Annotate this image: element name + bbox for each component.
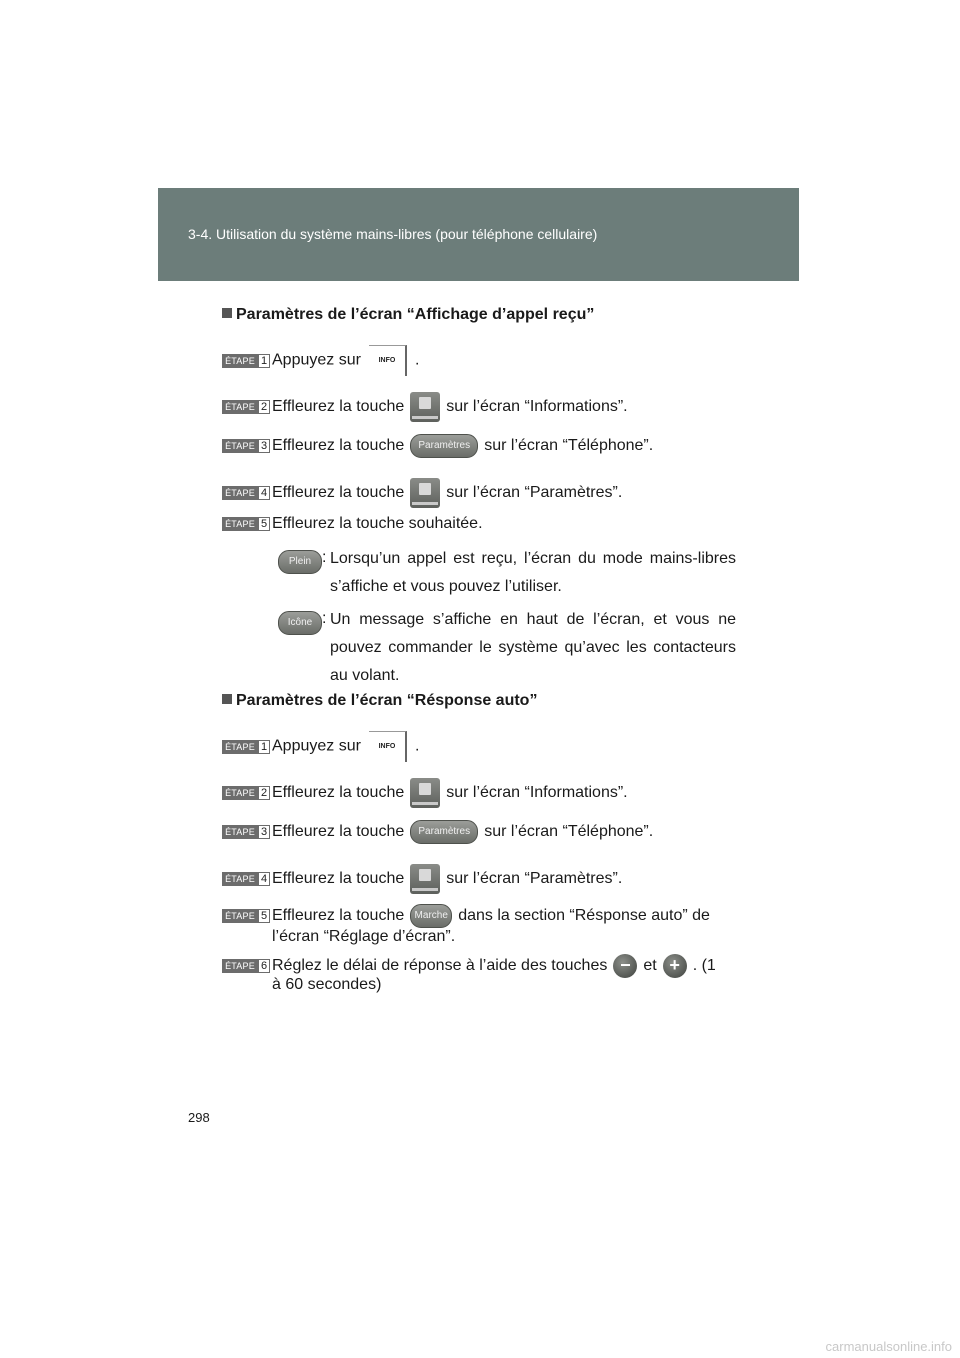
bullet-square-icon: [222, 308, 232, 318]
icone-button[interactable]: Icône: [278, 611, 322, 635]
step-badge: ÉTAPE 6: [222, 959, 270, 973]
step-badge: ÉTAPE 3: [222, 439, 270, 453]
step-badge: ÉTAPE 4: [222, 872, 270, 886]
bullet-square-icon: [222, 694, 232, 704]
s2-step-1: ÉTAPE 1 Appuyez sur INFO .: [222, 731, 419, 762]
plein-button[interactable]: Plein: [278, 550, 322, 574]
minus-button[interactable]: −: [613, 954, 637, 978]
telephone-tile-icon[interactable]: [410, 392, 440, 422]
s1-step-5: ÉTAPE 5 Effleurez la touche souhaitée.: [222, 515, 483, 533]
step-badge: ÉTAPE 4: [222, 486, 270, 500]
watermark-text: carmanualsonline.info: [825, 1339, 952, 1354]
step-badge: ÉTAPE 1: [222, 354, 270, 368]
step-badge: ÉTAPE 2: [222, 786, 270, 800]
parametres-button[interactable]: Paramètres: [410, 820, 478, 844]
s2-step-5: ÉTAPE 5 Effleurez la touche Marche dans la section “Résponse auto” de: [222, 904, 710, 928]
s2-step-4: ÉTAPE 4 Effleurez la touche sur l’écran “Paramètres”.: [222, 864, 622, 894]
colon: :: [322, 610, 327, 627]
s2-step-5-cont: l’écran “Réglage d’écran”.: [272, 928, 456, 945]
colon: :: [322, 549, 327, 566]
s1-step-3: ÉTAPE 3 Effleurez la touche Paramètres sur l’écran “Téléphone”.: [222, 434, 653, 458]
ecran-tile-icon[interactable]: [410, 864, 440, 894]
ecran-tile-icon[interactable]: [410, 478, 440, 508]
chapter-header: [158, 188, 799, 281]
option-icone-desc: Un message s’affiche en haut de l’écran, et vous ne pouvez commander le système qu’avec les contacteurs au volant.: [330, 611, 736, 684]
s2-step-6: ÉTAPE 6 Réglez le délai de réponse à l’aide des touches − et + . (1: [222, 954, 716, 978]
plus-button[interactable]: +: [663, 954, 687, 978]
s2-step-6-cont: à 60 secondes): [272, 976, 382, 993]
marche-button[interactable]: Marche: [410, 904, 452, 928]
info-button[interactable]: INFO: [369, 731, 407, 762]
info-button[interactable]: INFO: [369, 345, 407, 376]
s1-step-1: ÉTAPE 1 Appuyez sur INFO .: [222, 345, 419, 376]
s1-step-4: ÉTAPE 4 Effleurez la touche sur l’écran “Paramètres”.: [222, 478, 622, 508]
s2-step-2: ÉTAPE 2 Effleurez la touche sur l’écran “Informations”.: [222, 778, 628, 808]
step-badge: ÉTAPE 3: [222, 825, 270, 839]
s2-step-3: ÉTAPE 3 Effleurez la touche Paramètres sur l’écran “Téléphone”.: [222, 820, 653, 844]
telephone-tile-icon[interactable]: [410, 778, 440, 808]
step-badge: ÉTAPE 2: [222, 400, 270, 414]
section-title-affichage: Paramètres de l’écran “Affichage d’appel reçu”: [222, 306, 594, 324]
page-number: 298: [188, 1110, 210, 1125]
step-badge: ÉTAPE 5: [222, 517, 270, 531]
option-plein-full: Lorsqu’un appel est reçu, l’écran du mode mains-libres s’affiche et vous pouvez l’utiliser.: [330, 550, 736, 595]
s1-step-2: ÉTAPE 2 Effleurez la touche sur l’écran “Informations”.: [222, 392, 628, 422]
section-title-reponse-auto: Paramètres de l’écran “Résponse auto”: [222, 692, 537, 710]
parametres-button[interactable]: Paramètres: [410, 434, 478, 458]
step-badge: ÉTAPE 5: [222, 909, 270, 923]
step-badge: ÉTAPE 1: [222, 740, 270, 754]
chapter-title: 3-4. Utilisation du système mains-libres (pour téléphone cellulaire): [188, 226, 598, 242]
